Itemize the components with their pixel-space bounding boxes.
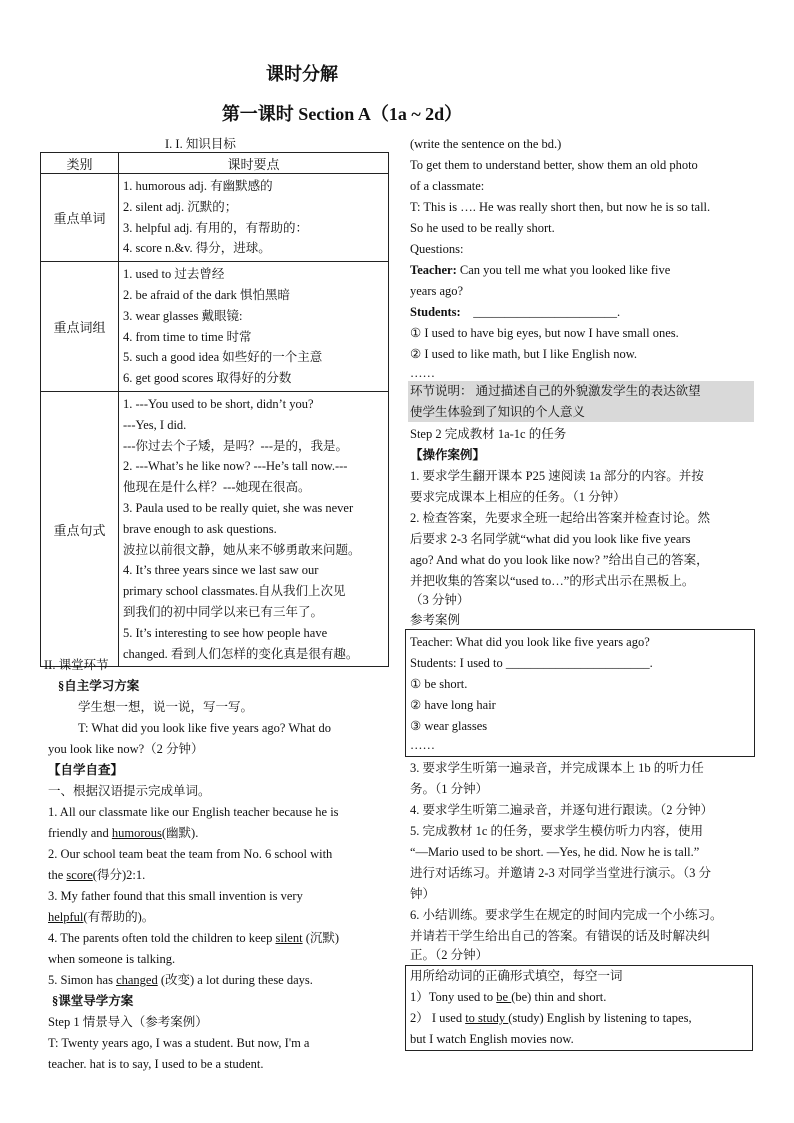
question-line: when someone is talking. <box>48 952 176 966</box>
text: (be) thin and short. <box>511 990 607 1004</box>
list-item: 他现在是什么样？---她现在很高。 <box>123 480 311 495</box>
text-line: Teacher: What did you look like five years ago? <box>410 635 650 649</box>
question-line <box>48 865 383 886</box>
question-line: 2. Our school team beat the team from No. 6 school with <box>48 847 333 861</box>
text-line: you look like now?（2 分钟） <box>48 742 204 756</box>
answer: humorous <box>111 826 162 840</box>
question-line <box>48 928 383 949</box>
list-item: 2. be afraid of the dark 惧怕黑暗 <box>123 287 290 302</box>
list-item: 波拉以前很文静，她从来不够勇敢来问题。 <box>123 542 361 557</box>
text-line: Questions: <box>410 242 464 256</box>
exercise-title: 用所给动词的正确形式填空，每空一词 <box>410 969 623 983</box>
header-points: 课时要点 <box>119 153 389 174</box>
text-line: 4. 要求学生听第二遍录音，并逐句进行跟读。（2 分钟） <box>410 803 714 817</box>
blank-line: _______________________. <box>505 656 653 670</box>
text-line: 5. 完成教材 1c 的任务，要求学生模仿听力内容，使用 <box>410 824 704 838</box>
text-line: 后要求 2-3 名同学就“what did you look like five years <box>410 532 691 546</box>
table-row <box>41 174 389 262</box>
text: (得分)2:1. <box>92 868 146 882</box>
list-item: 6. get good scores 取得好的分数 <box>123 371 292 386</box>
list-item: 2. ---What’s he like now? ---He’s tall now.--- <box>123 459 348 474</box>
text-line: years ago? <box>410 284 464 298</box>
text-line: ② have long hair <box>410 698 496 712</box>
answer: score <box>66 868 93 882</box>
ellipsis: …… <box>410 738 435 752</box>
text-line: ① be short. <box>410 677 468 691</box>
text-line: ③ wear glasses <box>410 719 488 733</box>
list-item: 4. score n.&v. 得分，进球。 <box>123 241 271 256</box>
text: (改变) a lot during these days. <box>157 973 313 987</box>
text-line <box>410 302 753 323</box>
text-line <box>410 653 753 674</box>
question-line <box>48 823 383 844</box>
exercise-line: but I watch English movies now. <box>410 1032 574 1046</box>
note-line: 环节说明： 通过描述自己的外貌激发学生的表达欲望 <box>410 384 701 398</box>
text: (幽默). <box>161 826 199 840</box>
answer: helpful <box>48 910 84 924</box>
list-item: 3. wear glasses 戴眼镜: <box>123 308 243 323</box>
text: 4. The parents often told the children to keep <box>48 931 276 945</box>
ellipsis: …… <box>410 366 435 380</box>
step-heading: Step 2 完成教材 1a-1c 的任务 <box>410 427 567 441</box>
list-item: changed. 看到人们怎样的变化真是很有趣。 <box>123 646 359 661</box>
text-line: 钟） <box>410 887 436 901</box>
table-row <box>41 262 389 392</box>
text-line: 2. 检查答案，先要求全班一起给出答案并检查讨论。然 <box>410 511 711 525</box>
text-line: 要求完成课本上相应的任务。（1 分钟） <box>410 490 626 504</box>
text-line <box>410 260 753 281</box>
text-line: T: Twenty years ago, I was a student. But now, I'm a <box>48 1036 310 1050</box>
text-line: So he used to be really short. <box>410 221 555 235</box>
list-item: ---你过去个子矮，是吗？---是的，我是。 <box>123 438 348 453</box>
objectives-table <box>40 152 389 667</box>
check-title: 【自学自查】 <box>48 763 124 777</box>
text-line: 3. 要求学生听第一遍录音，并完成课本上 1b 的听力任 <box>410 761 704 775</box>
blank-line: _______________________. <box>473 305 621 319</box>
items-cell <box>119 391 389 666</box>
page-subtitle: 第一课时 Section A（1a ~ 2d） <box>221 104 463 124</box>
list-item: 3. helpful adj. 有用的，有帮助的： <box>123 220 309 235</box>
text: friendly and <box>48 826 112 840</box>
section-heading: II. 课堂环节 <box>44 658 109 672</box>
text-line: 务。（1 分钟） <box>410 782 489 796</box>
category-cell: 重点词组 <box>41 262 119 392</box>
question-line <box>48 970 383 991</box>
list-item: ---Yes, I did. <box>123 417 187 432</box>
page-title: 课时分解 <box>266 64 338 84</box>
list-item: 1. humorous adj. 有幽默感的 <box>123 179 273 193</box>
check-subtitle: 一、根据汉语提示完成单词。 <box>48 784 211 798</box>
speaker-label: Students: <box>410 305 461 319</box>
text: 2） I used <box>410 1011 466 1025</box>
text: (study) English by listening to tapes, <box>508 1011 692 1025</box>
text-line: 学生想一想，说一说，写一写。 <box>78 700 254 714</box>
list-item: 2. silent adj. 沉默的； <box>123 199 238 214</box>
list-item: 1. used to 过去曾经 <box>123 267 225 282</box>
question-line: 3. My father found that this small invention is very <box>48 889 303 903</box>
text: Can you tell me what you looked like five <box>456 263 671 277</box>
text-line: 并请若干学生给出自己的答案。有错误的话及时解决纠 <box>410 929 711 943</box>
text: (沉默) <box>302 931 340 945</box>
ref-title: 参考案例 <box>410 613 461 627</box>
exercise-line <box>410 987 753 1008</box>
header-category: 类别 <box>41 153 119 174</box>
text-line: T: This is …. He was really short then, but now he is so tall. <box>410 200 711 214</box>
guide-title: §课堂导学方案 <box>52 994 134 1008</box>
text-line: T: What did you look like five years ago? What do <box>78 721 332 735</box>
text-line: ② I used to like math, but I like English now. <box>410 347 638 361</box>
text-line: teacher. hat is to say, I used to be a student. <box>48 1057 264 1071</box>
text: the <box>48 868 67 882</box>
op-title: 【操作案例】 <box>410 448 486 462</box>
answer: silent <box>275 931 303 945</box>
text: 1）Tony used to <box>410 990 497 1004</box>
text-line: 进行对话练习。并邀请 2-3 对同学当堂进行演示。（3 分 <box>410 866 712 880</box>
items-cell <box>119 262 389 392</box>
list-item: 4. It’s three years since we last saw our <box>123 563 319 578</box>
objectives-title: I. I. 知识目标 <box>165 137 236 151</box>
list-item: 5. such a good idea 如些好的一个主意 <box>123 350 323 365</box>
list-item: 到我们的初中同学以来已有三年了。 <box>123 604 324 619</box>
text-line: ago? And what do you look like now? ”给出自己的答案， <box>410 553 709 567</box>
text-line: To get them to understand better, show them an old photo <box>410 158 698 172</box>
text: 5. Simon has <box>48 973 117 987</box>
text-line: 并把收集的答案以“used to…”的形式出示在黑板上。 <box>410 574 695 588</box>
list-item: 5. It’s interesting to see how people have <box>123 625 328 640</box>
exercise-line <box>410 1008 753 1029</box>
table-header-row <box>41 153 389 174</box>
table-row <box>41 391 389 666</box>
list-item: 1. ---You used to be short, didn’t you? <box>123 396 314 411</box>
answer: to study <box>465 1011 509 1025</box>
text: Students: I used to <box>410 656 506 670</box>
text: (有帮助的)。 <box>83 910 155 924</box>
speaker-label: Teacher: <box>410 263 457 277</box>
text-line: “—Mario used to be short. —Yes, he did. Now he is tall.” <box>410 845 700 859</box>
answer: be <box>496 990 512 1004</box>
question-line: 1. All our classmate like our English teacher because he is <box>48 805 339 819</box>
self-study-title: §自主学习方案 <box>58 679 140 693</box>
text-line: 1. 要求学生翻开课本 P25 速阅读 1a 部分的内容。并按 <box>410 469 704 483</box>
list-item: brave enough to ask questions. <box>123 521 277 536</box>
text-line: 6. 小结训练。要求学生在规定的时间内完成一个小练习。 <box>410 908 723 922</box>
text-line: of a classmate: <box>410 179 485 193</box>
text-line: 正。（2 分钟） <box>410 948 489 962</box>
text-line: (write the sentence on the bd.) <box>410 137 562 151</box>
answer: changed <box>116 973 158 987</box>
items-cell <box>119 174 389 262</box>
category-cell: 重点单词 <box>41 174 119 262</box>
text-line: （3 分钟） <box>410 593 470 607</box>
list-item: 3. Paula used to be really quiet, she was never <box>123 500 354 515</box>
list-item: 4. from time to time 时常 <box>123 329 252 344</box>
text-line: ① I used to have big eyes, but now I have small ones. <box>410 326 679 340</box>
category-cell: 重点句式 <box>41 391 119 666</box>
list-item: primary school classmates.自从我们上次见 <box>123 584 346 599</box>
question-line <box>48 907 383 928</box>
step-heading: Step 1 情景导入（参考案例） <box>48 1015 208 1029</box>
note-line: 使学生体验到了知识的个人意义 <box>410 405 586 419</box>
